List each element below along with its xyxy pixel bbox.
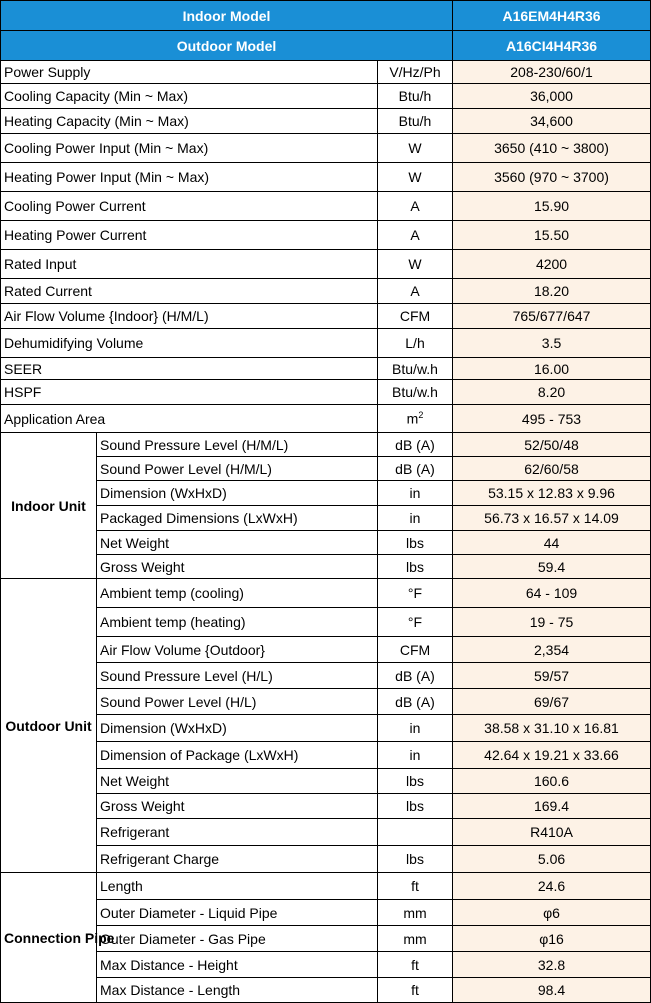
unit-cell: lbs xyxy=(378,531,453,555)
unit-cell: mm xyxy=(378,900,453,926)
param-label: Cooling Capacity (Min ~ Max) xyxy=(1,84,378,109)
param-label: Net Weight xyxy=(97,531,378,555)
value-cell: 32.8 xyxy=(453,952,651,978)
unit-cell: dB (A) xyxy=(378,663,453,689)
unit-cell: V/Hz/Ph xyxy=(378,61,453,84)
unit-cell: Btu/h xyxy=(378,84,453,109)
unit-cell: °F xyxy=(378,579,453,608)
indoor-model-row xyxy=(1,1,651,31)
value-cell: 3650 (410 ~ 3800) xyxy=(453,134,651,163)
table-row xyxy=(1,405,651,433)
value-cell: φ6 xyxy=(453,900,651,926)
table-row xyxy=(1,481,651,506)
unit-cell: in xyxy=(378,742,453,769)
group-label-outdoor-unit: Outdoor Unit xyxy=(1,579,97,873)
unit-superscript: 2 xyxy=(418,410,424,421)
table-row xyxy=(1,109,651,134)
value-cell: 24.6 xyxy=(453,873,651,900)
table-row xyxy=(1,978,651,1003)
unit-cell: Btu/h xyxy=(378,109,453,134)
unit-cell: CFM xyxy=(378,304,453,329)
value-cell: 34,600 xyxy=(453,109,651,134)
unit-cell: Btu/w.h xyxy=(378,358,453,380)
unit-cell: in xyxy=(378,506,453,531)
unit-cell: dB (A) xyxy=(378,457,453,481)
table-row xyxy=(1,457,651,481)
table-row xyxy=(1,663,651,689)
unit-cell: W xyxy=(378,250,453,279)
value-cell: 5.06 xyxy=(453,846,651,873)
unit-cell: °F xyxy=(378,608,453,637)
value-cell: 36,000 xyxy=(453,84,651,109)
unit-cell: lbs xyxy=(378,846,453,873)
value-cell: 69/67 xyxy=(453,689,651,715)
param-label: Heating Capacity (Min ~ Max) xyxy=(1,109,378,134)
value-cell: 44 xyxy=(453,531,651,555)
param-label: Outer Diameter - Gas Pipe xyxy=(97,926,378,952)
unit-cell: A xyxy=(378,221,453,250)
unit-cell: in xyxy=(378,481,453,506)
table-row xyxy=(1,952,651,978)
unit-cell: W xyxy=(378,134,453,163)
unit-cell: ft xyxy=(378,952,453,978)
table-row xyxy=(1,846,651,873)
table-row xyxy=(1,279,651,304)
param-label: Ambient temp (cooling) xyxy=(97,579,378,608)
table-row xyxy=(1,579,651,608)
group-label-indoor-unit: Indoor Unit xyxy=(1,433,97,579)
param-label: Sound Power Level (H/M/L) xyxy=(97,457,378,481)
value-cell: 2,354 xyxy=(453,637,651,663)
value-cell: 8.20 xyxy=(453,380,651,405)
value-cell: 15.50 xyxy=(453,221,651,250)
value-cell: 208-230/60/1 xyxy=(453,61,651,84)
param-label: Dimension (WxHxD) xyxy=(97,481,378,506)
param-label: Gross Weight xyxy=(97,555,378,579)
param-label: Cooling Power Input (Min ~ Max) xyxy=(1,134,378,163)
param-label: Packaged Dimensions (LxWxH) xyxy=(97,506,378,531)
unit-cell: lbs xyxy=(378,794,453,819)
unit-cell: A xyxy=(378,279,453,304)
unit-cell xyxy=(378,405,453,433)
value-cell: R410A xyxy=(453,819,651,846)
unit-cell: ft xyxy=(378,978,453,1003)
value-cell: 38.58 x 31.10 x 16.81 xyxy=(453,715,651,742)
unit-cell: L/h xyxy=(378,329,453,358)
unit-cell: in xyxy=(378,715,453,742)
table-row xyxy=(1,819,651,846)
unit-cell: CFM xyxy=(378,637,453,663)
param-label: Rated Input xyxy=(1,250,378,279)
value-cell: 64 - 109 xyxy=(453,579,651,608)
value-cell: 160.6 xyxy=(453,769,651,794)
indoor-model-label: Indoor Model xyxy=(1,1,453,31)
param-label: Dimension of Package (LxWxH) xyxy=(97,742,378,769)
table-row xyxy=(1,329,651,358)
unit-cell: Btu/w.h xyxy=(378,380,453,405)
value-cell: 4200 xyxy=(453,250,651,279)
table-row xyxy=(1,84,651,109)
outdoor-model-label: Outdoor Model xyxy=(1,31,453,61)
table-row xyxy=(1,134,651,163)
table-row xyxy=(1,250,651,279)
unit-cell: mm xyxy=(378,926,453,952)
unit-cell: lbs xyxy=(378,769,453,794)
value-cell: φ16 xyxy=(453,926,651,952)
value-cell: 98.4 xyxy=(453,978,651,1003)
table-row xyxy=(1,794,651,819)
table-row xyxy=(1,433,651,457)
table-row xyxy=(1,873,651,900)
outdoor-model-value: A16CI4H4R36 xyxy=(453,31,651,61)
unit-base: m xyxy=(406,410,419,427)
param-label: Heating Power Current xyxy=(1,221,378,250)
unit-cell: dB (A) xyxy=(378,433,453,457)
param-label: Rated Current xyxy=(1,279,378,304)
param-label: Length xyxy=(97,873,378,900)
unit-cell: lbs xyxy=(378,555,453,579)
param-label: SEER xyxy=(1,358,378,380)
param-label: Sound Pressure Level (H/M/L) xyxy=(97,433,378,457)
param-label: HSPF xyxy=(1,380,378,405)
param-label: Ambient temp (heating) xyxy=(97,608,378,637)
table-row xyxy=(1,192,651,221)
group-label-connection-pipe: Connection Pipe xyxy=(1,873,97,1003)
param-label: Application Area xyxy=(1,405,378,433)
value-cell: 3.5 xyxy=(453,329,651,358)
table-row xyxy=(1,304,651,329)
param-label: Cooling Power Current xyxy=(1,192,378,221)
table-row xyxy=(1,221,651,250)
value-cell: 3560 (970 ~ 3700) xyxy=(453,163,651,192)
param-label: Refrigerant xyxy=(97,819,378,846)
value-cell: 19 - 75 xyxy=(453,608,651,637)
param-label: Max Distance - Height xyxy=(97,952,378,978)
table-row xyxy=(1,380,651,405)
unit-cell: A xyxy=(378,192,453,221)
param-label: Sound Power Level (H/L) xyxy=(97,689,378,715)
table-row xyxy=(1,689,651,715)
table-row xyxy=(1,531,651,555)
param-label: Gross Weight xyxy=(97,794,378,819)
value-cell: 765/677/647 xyxy=(453,304,651,329)
table-row xyxy=(1,715,651,742)
table-row xyxy=(1,506,651,531)
param-label: Outer Diameter - Liquid Pipe xyxy=(97,900,378,926)
param-label: Air Flow Volume {Indoor} (H/M/L) xyxy=(1,304,378,329)
value-cell: 59/57 xyxy=(453,663,651,689)
param-label: Net Weight xyxy=(97,769,378,794)
table-row xyxy=(1,769,651,794)
unit-cell: ft xyxy=(378,873,453,900)
table-row xyxy=(1,742,651,769)
unit-cell: dB (A) xyxy=(378,689,453,715)
value-cell: 16.00 xyxy=(453,358,651,380)
value-cell: 52/50/48 xyxy=(453,433,651,457)
unit-cell xyxy=(378,819,453,846)
value-cell: 15.90 xyxy=(453,192,651,221)
value-cell: 495 - 753 xyxy=(453,405,651,433)
table-row xyxy=(1,358,651,380)
value-cell: 42.64 x 19.21 x 33.66 xyxy=(453,742,651,769)
param-label: Max Distance - Length xyxy=(97,978,378,1003)
param-label: Refrigerant Charge xyxy=(97,846,378,873)
table-row xyxy=(1,637,651,663)
param-label: Heating Power Input (Min ~ Max) xyxy=(1,163,378,192)
table-row xyxy=(1,555,651,579)
table-row xyxy=(1,61,651,84)
outdoor-model-row xyxy=(1,31,651,61)
value-cell: 169.4 xyxy=(453,794,651,819)
table-row xyxy=(1,900,651,926)
param-label: Dimension (WxHxD) xyxy=(97,715,378,742)
param-label: Power Supply xyxy=(1,61,378,84)
indoor-model-value: A16EM4H4R36 xyxy=(453,1,651,31)
value-cell: 53.15 x 12.83 x 9.96 xyxy=(453,481,651,506)
param-label: Air Flow Volume {Outdoor} xyxy=(97,637,378,663)
value-cell: 59.4 xyxy=(453,555,651,579)
table-row xyxy=(1,608,651,637)
unit-cell: W xyxy=(378,163,453,192)
table-row xyxy=(1,163,651,192)
param-label: Sound Pressure Level (H/L) xyxy=(97,663,378,689)
param-label: Dehumidifying Volume xyxy=(1,329,378,358)
value-cell: 18.20 xyxy=(453,279,651,304)
value-cell: 62/60/58 xyxy=(453,457,651,481)
value-cell: 56.73 x 16.57 x 14.09 xyxy=(453,506,651,531)
